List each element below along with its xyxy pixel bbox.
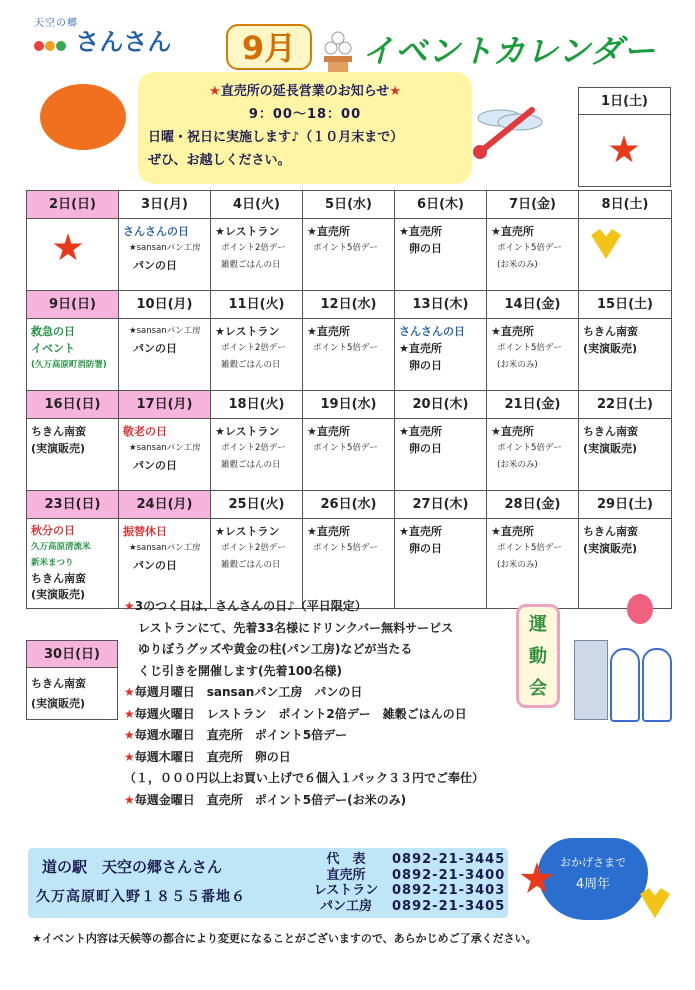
event-text: 卵の日 — [409, 242, 442, 255]
event-text: ★sansanパン工房 — [129, 443, 201, 453]
maple-leaf-icon — [609, 135, 639, 165]
event-text: 秋分の日 — [31, 524, 75, 537]
day-cell — [579, 419, 672, 491]
day-cell — [487, 219, 579, 291]
ginkgo-leaf-icon — [640, 888, 670, 918]
event-text: ちきん南蛮 — [31, 677, 86, 690]
day-cell — [119, 319, 211, 391]
day-header: 14日(金) — [487, 291, 579, 319]
day-cell — [27, 419, 119, 491]
week-header-row — [27, 291, 672, 319]
week-body-row — [27, 519, 672, 609]
info-row: ★毎週月曜日 sansanパン工房 パンの日 — [124, 685, 363, 699]
week-body-row — [27, 319, 672, 391]
event-text: 久万高原清流米 — [31, 542, 91, 552]
star-icon: ★ — [124, 792, 135, 807]
day-cell — [487, 419, 579, 491]
event-text: さんさんの日 — [399, 325, 465, 338]
event-text: ちきん南蛮 — [583, 325, 638, 338]
child-icon — [642, 648, 672, 722]
event-text: (久万高原町消防署) — [31, 360, 107, 370]
day-header: 7日(金) — [487, 191, 579, 219]
logo — [34, 14, 174, 56]
day-cell — [578, 115, 671, 187]
sports-day-sign: 運 動 会 — [516, 604, 560, 708]
week-body-row — [27, 419, 672, 491]
event-text: 振替休日 — [123, 525, 167, 538]
day-header: 13日(木) — [395, 291, 487, 319]
info-row: ★毎週木曜日 直売所 卵の日 — [124, 749, 291, 764]
event-text: ★直売所 — [307, 325, 350, 338]
station-name: 道の駅 天空の郷さんさん — [42, 858, 223, 876]
event-text: (実演販売) — [31, 442, 86, 455]
day-header: 26日(水) — [303, 491, 395, 519]
day-cell — [26, 668, 118, 720]
event-text: ★レストラン — [215, 525, 280, 538]
week-header-row — [27, 491, 672, 519]
event-text: ポイント5倍デー — [313, 443, 378, 453]
day-cell — [211, 319, 303, 391]
event-text: (お米のみ) — [497, 260, 538, 270]
star-icon: ★ — [124, 599, 135, 613]
star-icon: ★ — [124, 749, 135, 764]
extended-hours-notice — [138, 72, 472, 184]
day-cell — [579, 319, 672, 391]
day-header: 11日(火) — [211, 291, 303, 319]
event-text: ★sansanパン工房 — [129, 543, 201, 553]
event-text: ★直売所 — [307, 525, 350, 538]
notice-line2: ぜひ、お越しください。 — [148, 153, 291, 168]
star-icon: ★ — [209, 84, 221, 99]
event-text: 卵の日 — [409, 442, 442, 455]
day-header: 19日(水) — [303, 391, 395, 419]
day-cell — [303, 219, 395, 291]
day-header: 8日(土) — [579, 191, 672, 219]
day-header: 22日(土) — [579, 391, 672, 419]
notice-title: ★直売所の延長営業のお知らせ★ — [209, 84, 401, 99]
event-text: 雑穀ごはんの日 — [221, 560, 281, 570]
event-text: パンの日 — [133, 459, 177, 472]
event-text: ポイント2倍デー — [221, 443, 286, 453]
page-title: イベントカレンダー — [362, 32, 656, 70]
event-text: ポイント5倍デー — [313, 343, 378, 353]
day-cell — [395, 519, 487, 609]
day-cell — [395, 419, 487, 491]
event-text: (実演販売) — [583, 342, 638, 355]
contact-list — [300, 852, 512, 914]
day-cell — [119, 419, 211, 491]
event-text: イベント — [31, 342, 75, 355]
event-text: 卵の日 — [409, 359, 442, 372]
event-text: ★sansanパン工房 — [129, 326, 201, 336]
day-header: 27日(木) — [395, 491, 487, 519]
day-cell — [211, 219, 303, 291]
day-cell — [395, 219, 487, 291]
disclaimer: ★イベント内容は天候等の都合により変更になることがございますので、あらかじめご了承ください。 — [32, 932, 537, 945]
day-cell — [119, 219, 211, 291]
star-icon: ★ — [124, 706, 135, 721]
contact-row: 直売所 0892-21-3400 — [326, 867, 506, 883]
day-header: 17日(月) — [119, 391, 211, 419]
station-address: 久万高原町入野１８５５番地６ — [36, 889, 246, 905]
persimmon-icon — [40, 84, 126, 150]
day-header: 1日(土) — [578, 87, 671, 115]
week-header-row — [27, 391, 672, 419]
event-text: ★レストラン — [215, 225, 280, 238]
day-header: 15日(土) — [579, 291, 672, 319]
day-cell — [27, 219, 119, 291]
dragonfly-icon — [460, 100, 550, 160]
logo-dots-icon — [34, 30, 67, 56]
day-header: 4日(火) — [211, 191, 303, 219]
info-section — [124, 596, 574, 811]
day-header: 10日(月) — [119, 291, 211, 319]
calendar-day-1 — [578, 87, 671, 187]
day-cell — [579, 219, 672, 291]
day-cell — [303, 419, 395, 491]
day-header: 24日(月) — [119, 491, 211, 519]
day-header: 18日(火) — [211, 391, 303, 419]
event-text: (お米のみ) — [497, 460, 538, 470]
event-text: ポイント5倍デー — [313, 543, 378, 553]
star-icon: ★ — [389, 84, 401, 99]
day-header: 29日(土) — [579, 491, 672, 519]
contact-row: パン工房 0892-21-3405 — [319, 898, 506, 914]
info-row: ★毎週火曜日 レストラン ポイント2倍デー 雑穀ごはんの日 — [124, 706, 467, 721]
month-badge: 9月 — [226, 24, 312, 70]
event-text: 雑穀ごはんの日 — [221, 360, 281, 370]
info-row: くじ引きを開催します(先着100名様) — [138, 663, 343, 678]
day-cell — [27, 519, 119, 609]
event-text: ポイント2倍デー — [221, 543, 286, 553]
day-cell — [211, 419, 303, 491]
event-text: ちきん南蛮 — [583, 425, 638, 438]
info-row: ★毎週水曜日 直売所 ポイント5倍デー — [124, 728, 348, 742]
event-text: さんさんの日 — [123, 225, 189, 238]
day-cell — [579, 519, 672, 609]
star-icon: ★ — [124, 728, 135, 742]
event-text: ★直売所 — [491, 425, 534, 438]
contact-row: 代 表 0892-21-3445 — [326, 852, 506, 867]
calendar-day-30 — [26, 640, 118, 720]
event-text: (お米のみ) — [497, 560, 538, 570]
day-header: 28日(金) — [487, 491, 579, 519]
info-row: ゆりぼうグッズや黄金の柱(パン工房)などが当たる — [138, 642, 413, 656]
event-text: (実演販売) — [583, 442, 638, 455]
footer — [28, 848, 508, 918]
day-cell — [303, 519, 395, 609]
event-text: ポイント5倍デー — [313, 243, 378, 253]
event-text: ★レストラン — [215, 425, 280, 438]
day-header: 2日(日) — [27, 191, 119, 219]
event-text: ★直売所 — [399, 342, 442, 355]
info-row: ★3のつく日は、さんさんの日♪（平日限定） — [124, 599, 367, 613]
day-cell — [487, 319, 579, 391]
star-icon: ★ — [124, 685, 135, 699]
event-text: ポイント5倍デー — [497, 443, 562, 453]
event-text: 雑穀ごはんの日 — [221, 460, 281, 470]
calendar-grid — [26, 190, 672, 609]
day-header: 30日(日) — [26, 640, 118, 668]
event-text: (実演販売) — [583, 542, 638, 555]
info-row: ★毎週金曜日 直売所 ポイント5倍デー(お米のみ) — [124, 792, 407, 807]
day-cell — [395, 319, 487, 391]
child-icon — [610, 648, 640, 722]
heart-line2: 4周年 — [575, 877, 611, 892]
ginkgo-leaf-icon — [591, 229, 621, 259]
week-header-row — [27, 191, 672, 219]
event-text: 雑穀ごはんの日 — [221, 260, 281, 270]
dango-icon — [320, 30, 356, 74]
event-text: パンの日 — [133, 559, 177, 572]
day-header: 6日(木) — [395, 191, 487, 219]
event-text: ポイント2倍デー — [221, 243, 286, 253]
maple-leaf-icon — [53, 233, 83, 263]
day-header: 5日(水) — [303, 191, 395, 219]
day-cell — [119, 519, 211, 609]
event-text: ★レストラン — [215, 325, 280, 338]
event-text: 卵の日 — [409, 542, 442, 555]
event-text: ポイント2倍デー — [221, 343, 286, 353]
day-cell — [27, 319, 119, 391]
school-building-icon — [574, 640, 608, 720]
event-text: ポイント5倍デー — [497, 543, 562, 553]
anniversary-heart — [538, 838, 648, 920]
day-cell — [211, 519, 303, 609]
event-text: ★直売所 — [307, 425, 350, 438]
event-text: 救急の日 — [31, 325, 75, 338]
event-text: ポイント5倍デー — [497, 343, 562, 353]
day-header: 12日(水) — [303, 291, 395, 319]
info-row: （１，０００円以上お買い上げで６個入１パック３３円でご奉仕） — [124, 771, 485, 785]
event-text: ★直売所 — [491, 225, 534, 238]
notice-line1: 日曜・祝日に実施します♪（１０月末まで） — [148, 130, 404, 145]
logo-small-text: 天空の郷 — [34, 18, 78, 29]
balloon-icon — [627, 594, 653, 624]
notice-hours: 9：00～18：00 — [248, 107, 362, 122]
day-header: 25日(火) — [211, 491, 303, 519]
day-cell — [487, 519, 579, 609]
event-text: (実演販売) — [31, 588, 86, 601]
event-text: ポイント5倍デー — [497, 243, 562, 253]
heart-line1: おかげさまで — [560, 856, 626, 869]
event-text: ★直売所 — [399, 525, 442, 538]
event-text: パンの日 — [133, 259, 177, 272]
day-header: 23日(日) — [27, 491, 119, 519]
logo-text — [34, 29, 174, 56]
event-text: ちきん南蛮 — [31, 572, 86, 585]
week-body-row — [27, 219, 672, 291]
event-text: ★sansanパン工房 — [129, 243, 201, 253]
day-header: 20日(木) — [395, 391, 487, 419]
event-text: ちきん南蛮 — [31, 425, 86, 438]
event-text: ★直売所 — [399, 225, 442, 238]
info-row: レストランにて、先着33名様にドリンクバー無料サービス — [138, 620, 454, 635]
event-text: ★直売所 — [399, 425, 442, 438]
event-text: ちきん南蛮 — [583, 525, 638, 538]
contact-row: レストラン 0892-21-3403 — [313, 883, 506, 898]
day-header: 16日(日) — [27, 391, 119, 419]
event-text: ★直売所 — [491, 525, 534, 538]
event-text: 新米まつり — [31, 558, 74, 568]
logo-big-text: さんさん — [75, 28, 172, 56]
event-text: ★直売所 — [491, 325, 534, 338]
event-text: パンの日 — [133, 342, 177, 355]
event-text: (お米のみ) — [497, 360, 538, 370]
day-header: 9日(日) — [27, 291, 119, 319]
event-text: (実演販売) — [31, 697, 86, 710]
day-header: 21日(金) — [487, 391, 579, 419]
day-header: 3日(月) — [119, 191, 211, 219]
event-text: 敬老の日 — [123, 425, 167, 438]
event-text: ★直売所 — [307, 225, 350, 238]
day-cell — [303, 319, 395, 391]
